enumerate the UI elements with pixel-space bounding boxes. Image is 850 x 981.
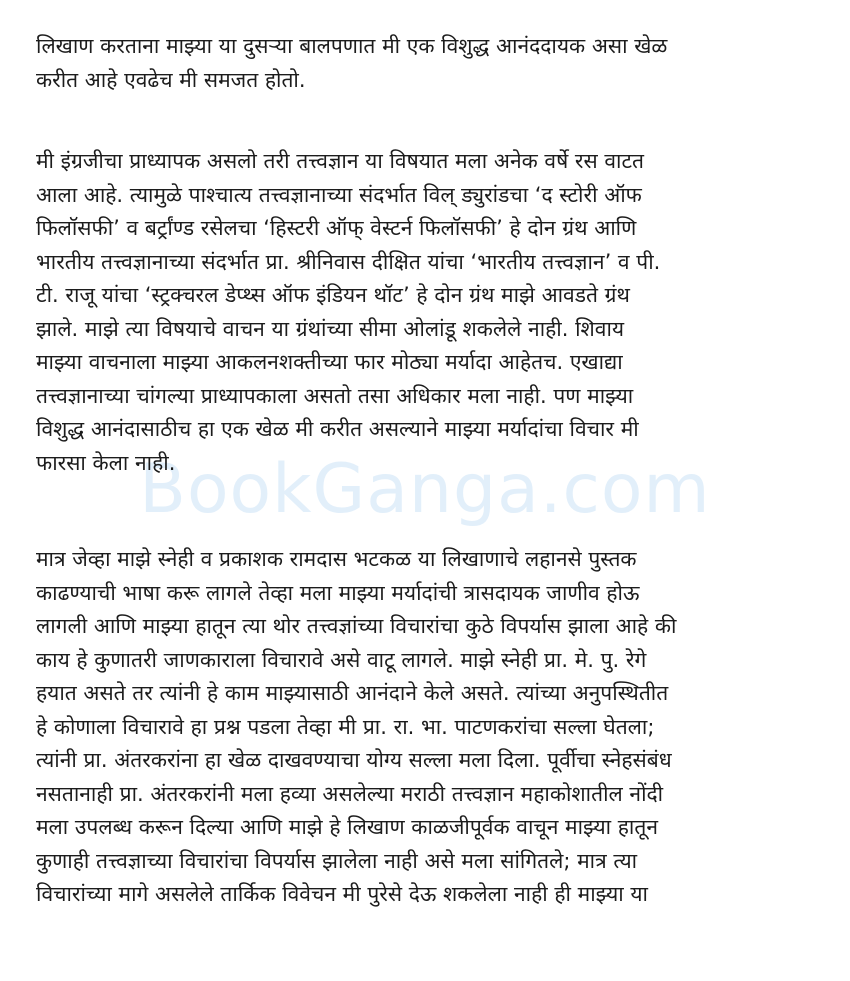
text-line: विशुद्ध आनंदासाठीच हा एक खेळ मी करीत असल्याने माझ्या मर्यादांचा विचार मी [36, 417, 639, 441]
text-line: लागली आणि माझ्या हातून त्या थोर तत्त्वज्ञांच्या विचारांचा कुठे विपर्यास झाला आहे की [36, 614, 677, 638]
text-line: झाले. माझे त्या विषयाचे वाचन या ग्रंथांच्या सीमा ओलांडू शकलेले नाही. शिवाय [36, 316, 625, 341]
text-line: विचारांच्या मागे असलेले तार्किक विवेचन मी पुरेसे देऊ शकलेला नाही ही माझ्या या [36, 882, 648, 906]
text-line: काढण्याची भाषा करू लागले तेव्हा मला माझ्या मर्यादांची त्रासदायक जाणीव होऊ [36, 580, 640, 605]
text-line: हयात असते तर त्यांनी हे काम माझ्यासाठी आनंदाने केले असते. त्यांच्या अनुपस्थितीत [36, 681, 669, 705]
text-line: कुणाही तत्त्वज्ञाच्या विचारांचा विपर्यास झालेला नाही असे मला सांगितले; मात्र त्या [36, 848, 638, 873]
text-line: काय हे कुणातरी जाणकाराला विचारावे असे वाटू लागले. माझे स्नेही प्रा. मे. पु. रेगे [36, 647, 647, 672]
text-line: आला आहे. त्यामुळे पाश्चात्य तत्त्वज्ञानाच्या संदर्भात विल् ड्युरांडचा ‘द स्टोरी ऑफ [36, 182, 642, 207]
text-line: फिलॉसफी’ व बर्ट्रांण्ड रसेलचा ‘हिस्टरी ऑफ् वेस्टर्न फिलॉसफी’ हे दोन ग्रंथ आणि [36, 216, 637, 240]
text-line: मात्र जेव्हा माझे स्नेही व प्रकाशक रामदास भटकळ या लिखाणाचे लहानसे पुस्तक [36, 547, 637, 571]
text-line: मी इंग्रजीचा प्राध्यापक असलो तरी तत्त्वज्ञान या विषयात मला अनेक वर्षे रस वाटत [36, 149, 645, 173]
text-line: हे कोणाला विचारावे हा प्रश्न पडला तेव्हा मी प्रा. रा. भा. पाटणकरांचा सल्ला घेतला; [36, 714, 655, 739]
text-line: करीत आहे एवढेच मी समजत होतो. [36, 67, 306, 92]
watermark: BookGanga.com [139, 450, 711, 529]
text-line: मला उपलब्ध करून दिल्या आणि माझे हे लिखाण काळजीपूर्वक वाचून माझ्या हातून [36, 815, 658, 839]
paragraph-3 [36, 543, 826, 912]
text-line: माझ्या वाचनाला माझ्या आकलनशक्तीच्या फार मोठ्या मर्यादा आहेतच. एखाद्या [36, 350, 623, 374]
text-line: नसतानाही प्रा. अंतरकरांनी मला हव्या असलेल्या मराठी तत्त्वज्ञान महाकोशातील नोंदी [36, 781, 664, 806]
text-line: तत्त्वज्ञानाच्या चांगल्या प्राध्यापकाला असतो तसा अधिकार मला नाही. पण माझ्या [36, 383, 634, 408]
text-line: त्यांनी प्रा. अंतरकरांना हा खेळ दाखवण्याचा योग्य सल्ला मला दिला. पूर्वीचा स्नेहसंबंध [36, 748, 672, 772]
text-line: फारसा केला नाही. [36, 450, 176, 475]
paragraph-2 [36, 145, 826, 480]
text-line: लिखाण करताना माझ्या या दुसऱ्या बालपणात मी एक विशुद्ध आनंददायक असा खेळ [36, 34, 668, 58]
text-line: टी. राजू यांचा ‘स्ट्रक्चरल डेप्थ्स ऑफ इंडियन थॉट’ हे दोन ग्रंथ माझे आवडते ग्रंथ [36, 283, 630, 307]
text-line: भारतीय तत्त्वज्ञानाच्या संदर्भात प्रा. श्रीनिवास दीक्षित यांचा ‘भारतीय तत्त्वज्ञान’ व पी. [36, 249, 661, 274]
paragraph-1 [36, 30, 826, 97]
